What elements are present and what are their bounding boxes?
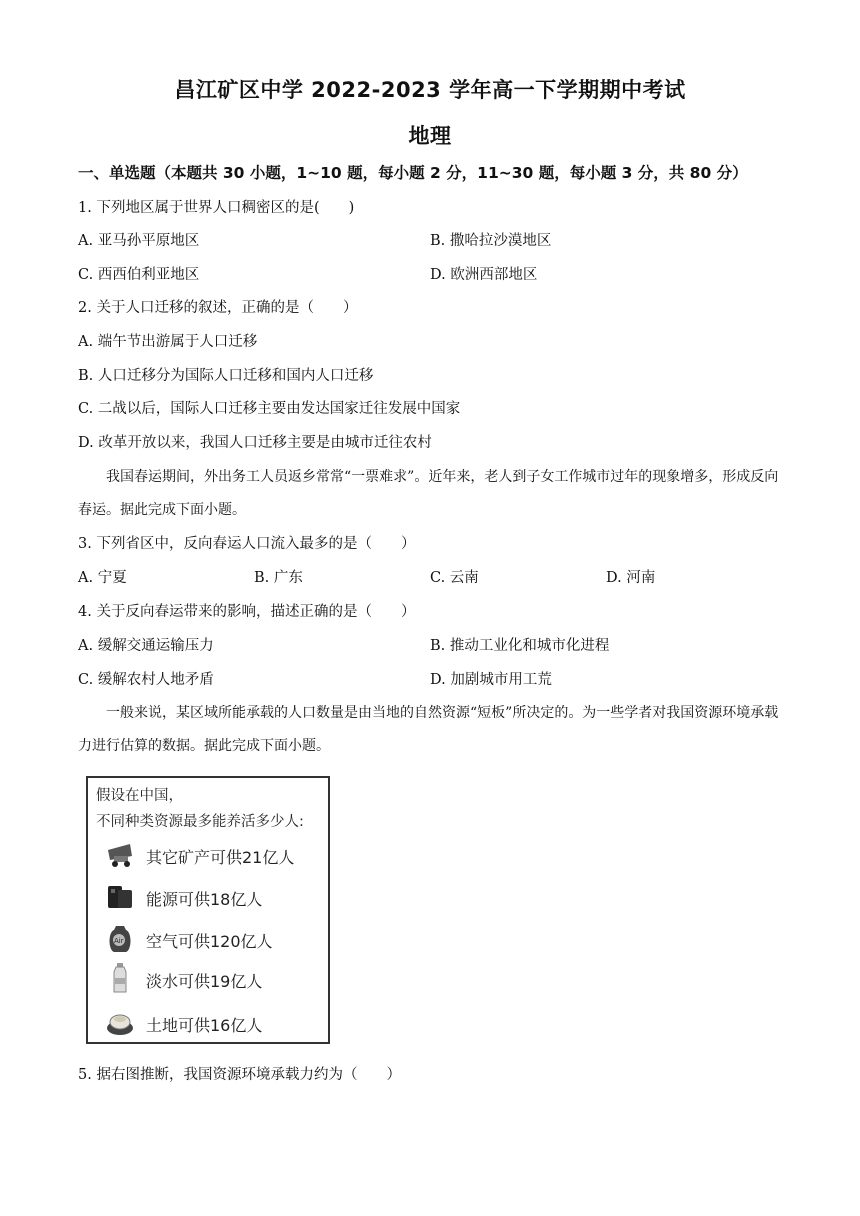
question-4-options-row-2 — [78, 670, 778, 690]
exam-title: 昌江矿区中学 2022-2023 学年高一下学期期中考试 — [174, 78, 686, 102]
option-4b: B. 推动工业化和城市化进程 — [430, 638, 610, 654]
figure-item-label: 土地可供16亿人 — [146, 1016, 263, 1035]
option-1b: B. 撒哈拉沙漠地区 — [430, 233, 552, 249]
option-2d: D. 改革开放以来，我国人口迁移主要是由城市迁往农村 — [78, 435, 432, 451]
figure-item-minerals — [106, 838, 326, 874]
air-bag-icon — [106, 922, 134, 954]
option-3b: B. 广东 — [254, 570, 303, 586]
figure-item-air — [106, 922, 326, 958]
option-2c: C. 二战以后，国际人口迁移主要由发达国家迁往发展中国家 — [78, 401, 461, 417]
option-2a: A. 端午节出游属于人口迁移 — [78, 334, 258, 350]
option-4a: A. 缓解交通运输压力 — [78, 638, 214, 654]
question-1-options-row-1 — [78, 231, 778, 251]
passage-reverse-spring-travel: 我国春运期间，外出务工人员返乡常常“一票难求”。近年来，老人到子女工作城市过年的现象增多，形成反向春运。据此完成下面小题。 — [78, 469, 779, 518]
figure-item-label: 其它矿产可供21亿人 — [146, 848, 295, 867]
option-3a: A. 宁夏 — [78, 570, 127, 586]
section-heading: 一、单选题（本题共 30 小题，1~10 题，每小题 2 分，11~30 题，每小题 3 分，共 80 分） — [78, 164, 748, 182]
passage-carrying-capacity: 一般来说，某区域所能承载的人口数量是由当地的自然资源“短板”所决定的。为一些学者对我国资源环境承载力进行估算的数据。据此完成下面小题。 — [78, 705, 779, 754]
figure-item-land — [106, 1006, 326, 1042]
mining-truck-icon — [106, 838, 134, 870]
figure-item-energy — [106, 880, 326, 916]
question-1-stem: 1. 下列地区属于世界人口稠密区的是( ) — [78, 200, 355, 216]
figure-item-freshwater — [106, 962, 326, 998]
figure-item-label: 空气可供120亿人 — [146, 932, 273, 951]
option-1d: D. 欧洲西部地区 — [430, 267, 538, 283]
figure-heading-line-2: 不同种类资源最多能养活多少人: — [96, 814, 304, 830]
figure-item-label: 能源可供18亿人 — [146, 890, 263, 909]
option-2b: B. 人口迁移分为国际人口迁移和国内人口迁移 — [78, 368, 374, 384]
question-3-stem: 3. 下列省区中，反向春运人口流入最多的是（ ） — [78, 536, 416, 552]
subject-title: 地理 — [408, 124, 452, 148]
option-4d: D. 加剧城市用工荒 — [430, 672, 552, 688]
option-3d: D. 河南 — [606, 570, 656, 586]
question-3-options — [78, 568, 778, 588]
option-1a: A. 亚马孙平原地区 — [78, 233, 200, 249]
question-4-options-row-1 — [78, 636, 778, 656]
question-1-options-row-2 — [78, 265, 778, 285]
option-1c: C. 西西伯利亚地区 — [78, 267, 200, 283]
figure-heading-line-1: 假设在中国， — [96, 788, 183, 804]
question-2-stem: 2. 关于人口迁移的叙述，正确的是（ ） — [78, 300, 358, 316]
water-bottle-icon — [106, 962, 134, 994]
svg-text:Air: Air — [114, 937, 124, 945]
question-4-stem: 4. 关于反向春运带来的影响，描述正确的是（ ） — [78, 604, 416, 620]
soil-bowl-icon — [106, 1006, 134, 1038]
resource-capacity-figure — [86, 776, 330, 1044]
question-5-stem: 5. 据右图推断，我国资源环境承载力约为（ ） — [78, 1067, 401, 1083]
option-3c: C. 云南 — [430, 570, 479, 586]
figure-item-label: 淡水可供19亿人 — [146, 972, 263, 991]
coal-energy-icon — [106, 880, 134, 912]
option-4c: C. 缓解农村人地矛盾 — [78, 672, 214, 688]
